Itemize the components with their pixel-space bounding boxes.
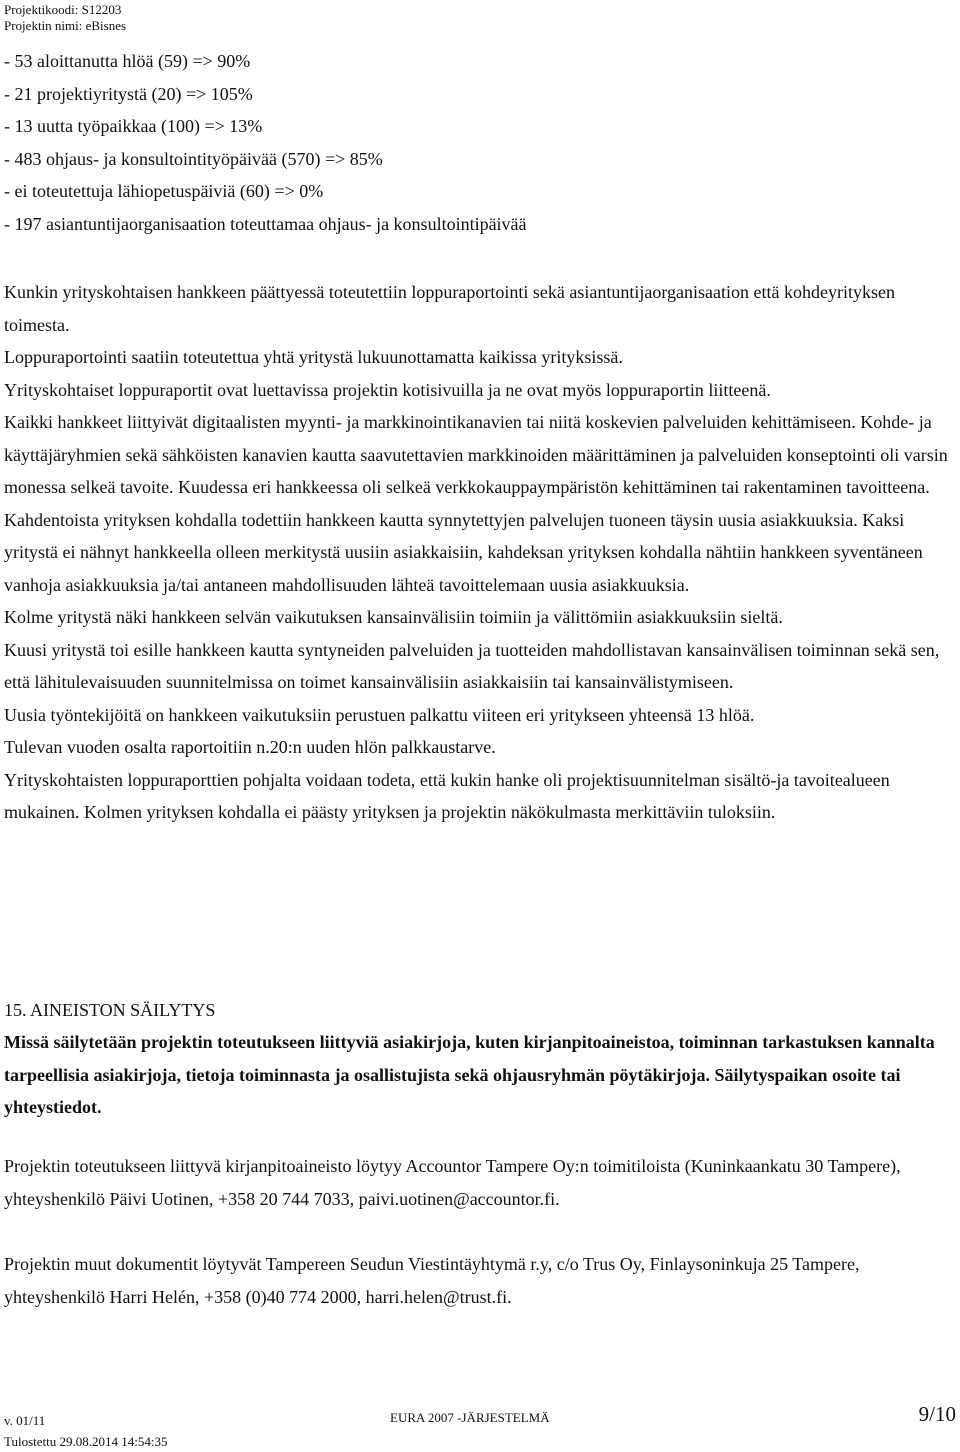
page-footer	[4, 1410, 167, 1452]
list-item: - 13 uutta työpaikkaa (100) => 13%	[4, 116, 263, 136]
storage-answer-documents: Projektin muut dokumentit löytyvät Tampereen Seudun Viestintäyhtymä r.y, c/o Trus Oy, Finlaysoninkuja 25 Tampere, yhteyshenkilö Harri Helén, +358 (0)40 774 2000, harri.helen@trust.fi.	[4, 1254, 860, 1307]
project-code: Projektikoodi: S12203	[4, 2, 122, 17]
list-item: - 21 projektiyritystä (20) => 105%	[4, 83, 253, 104]
result-list	[4, 45, 527, 240]
body-paragraph: Yrityskohtaiset loppuraportit ovat luettavissa projektin kotisivuilla ja ne ovat myös loppuraportin liitteenä.	[4, 379, 771, 400]
list-item: - 197 asiantuntijaorganisaation toteuttamaa ohjaus- ja konsultointipäivää	[4, 213, 527, 234]
body-paragraph: Kaikki hankkeet liittyivät digitaalisten myynti- ja markkinointikanavien tai niitä koskevien palveluiden kehittämiseen. Kohde- ja käyttäjäryhmien sekä sähköisten kanavien kautta saavutettavien markkinoiden määrittäminen ja palveluiden konseptointi oli varsin monessa selkeä tavoite. Kuudessa eri hankkeessa oli selkeä verkkokauppaympäristön kehittäminen tai rakentaminen tavoitteena.	[4, 412, 948, 497]
list-item: - ei toteutettuja lähiopetuspäiviä (60) => 0%	[4, 181, 324, 201]
section-question: Missä säilytetään projektin toteutukseen liittyviä asiakirjoja, kuten kirjanpitoaineistoa, toiminnan tarkastuksen kannalta tarpeellisia asiakirjoja, tietoja toiminnasta ja osallistujista sekä ohjausryhmän pöytäkirjoja. Säilytyspaikan osoite tai yhteystiedot.	[4, 1032, 935, 1117]
body-paragraph: Kunkin yrityskohtaisen hankkeen päättyessä toteutettiin loppuraportointi sekä asiantuntijaorganisaation että kohdeyrityksen toimesta.	[4, 282, 895, 335]
body-paragraph: Kolme yritystä näki hankkeen selvän vaikutuksen kansainvälisiin toimiin ja välittömiin asiakkuuksiin sieltä.	[4, 607, 783, 627]
body-paragraph: Tulevan vuoden osalta raportoitiin n.20:n uuden hlön palkkaustarve.	[4, 737, 496, 757]
storage-answer-accounting: Projektin toteutukseen liittyvä kirjanpitoaineisto löytyy Accountor Tampere Oy:n toimitiloista (Kuninkaankatu 30 Tampere), yhteyshenkilö Päivi Uotinen, +358 20 744 7033, paivi.uotinen@accountor.fi.	[4, 1156, 901, 1209]
list-item: - 53 aloittanutta hlöä (59) => 90%	[4, 51, 251, 71]
body-paragraph: Uusia työntekijöitä on hankkeen vaikutuksiin perustuen palkattu viiteen eri yritykseen yhteensä 13 hlöä.	[4, 704, 755, 725]
section-title: 15. AINEISTON SÄILYTYS	[4, 1000, 216, 1020]
print-timestamp: Tulostettu 29.08.2014 14:54:35	[4, 1434, 168, 1449]
project-name: Projektin nimi: eBisnes	[4, 18, 127, 33]
body-paragraph: Loppuraportointi saatiin toteutettua yhtä yritystä lukuunottamatta kaikissa yrityksissä.	[4, 347, 623, 367]
body-paragraph: Kahdentoista yrityksen kohdalla todettiin hankkeen kautta synnytettyjen palvelujen tuoneen täysin uusia asiakkuuksia. Kaksi yritystä ei nähnyt hankkeella olleen merkitystä uusiin asiakkaisiin, kahdeksan yrityksen kohdalla nähtiin hankkeen syventäneen vanhoja asiakkuuksia ja/tai antaneen mahdollisuuden lähteä tavoittelemaan uusia asiakkuuksia.	[4, 509, 923, 595]
report-body	[4, 276, 956, 829]
version-label: v. 01/11	[4, 1413, 46, 1428]
body-paragraph: Kuusi yritystä toi esille hankkeen kautta syntyneiden palveluiden ja tuotteiden mahdollistavan kansainvälisen toiminnan sekä sen, että lähitulevaisuuden suunnitelmissa on toimet kansainvälisiin asiakkaisiin tai kansainvälistymiseen.	[4, 639, 940, 692]
system-name: EURA 2007 -JÄRJESTELMÄ	[390, 1410, 550, 1425]
page-header	[4, 2, 126, 34]
list-item: - 483 ohjaus- ja konsultointityöpäivää (570) => 85%	[4, 148, 383, 169]
body-paragraph: Yrityskohtaisten loppuraporttien pohjalta voidaan todeta, että kukin hanke oli projektisuunnitelman sisältö-ja tavoitealueen mukainen. Kolmen yrityksen kohdalla ei päästy yrityksen ja projektin näkökulmasta merkittäviin tuloksiin.	[4, 769, 890, 822]
page-number: 9/10	[918, 1402, 956, 1426]
